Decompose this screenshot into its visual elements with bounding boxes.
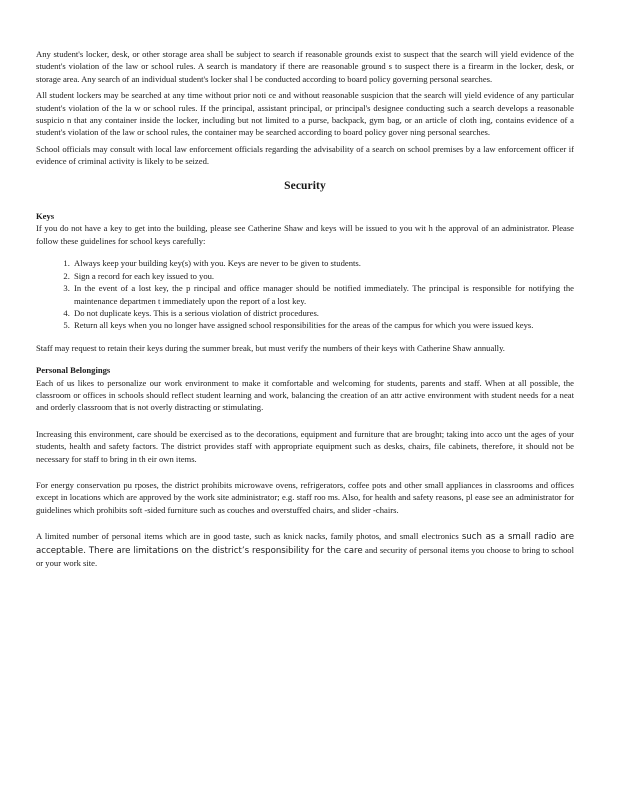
keys-heading: Keys xyxy=(36,211,55,222)
keys-guidelines-list xyxy=(36,257,574,331)
list-item: 1. Always keep your building key(s) with you. Keys are never to be given to students. xyxy=(72,257,574,269)
list-item: 5. Return all keys when you no longer have assigned school responsibilities for the areas of the campus for which you were issued keys. xyxy=(72,319,574,331)
belongings-last-part3: and security of personal items you choose to bring to school or your work site. xyxy=(36,544,574,568)
belongings-last-part1: A limited number of personal items which are in good taste, such as knick nacks, family photos, and small electronics xyxy=(36,531,459,542)
list-item: 3. In the event of a lost key, the p rincipal and office manager should be notified immediately. The principal is responsible for notifying the maintenance departmen t immediately upon the report of a lost key. xyxy=(72,282,574,307)
belongings-paragraph: Each of us likes to personalize our work environment to make it comfortable and welcoming for students, parents and staff. When at all possible, the classroom or offices in schools should reflect student learning and work, balancing the creation of an attr active environment with student needs for a neat and orderly classroom that is not overly distracting or stimulating. xyxy=(36,377,574,413)
belongings-section xyxy=(36,364,574,569)
keys-section xyxy=(36,210,574,354)
intro-paragraph-lockers: Any student's locker, desk, or other storage area shall be subject to search if reasonable grounds exist to suspect that the search will yield evidence of the student's violation of the law or school rules. A search is mandatory if there are reasonable ground s to suspect there is a firearm in the locker, desk, or storage area. Any search of an individual student's locker shal l be conducted according to board policy governing personal searches. xyxy=(36,49,574,84)
belongings-last-part2: such as a small radio are acceptable. There are limitations on the district’s responsibility for the care xyxy=(36,532,574,556)
intro-paragraph-locker-search: All student lockers may be searched at any time without prior noti ce and without reasonable suspicion that the search will yield evidence of any particular student's violation of the la w or school rules. If the principal, assistant principal, or principal's designee conducting such a search develops a reasonable suspicio n that any container inside the locker, including but not limited to a purse, backpack, gym bag, or an article of cloth ing, contains evidence of a student's violation of the law or school rules, the container may be searched according to board policy gover ning personal searches. xyxy=(36,90,574,138)
belongings-paragraph: For energy conservation pu rposes, the district prohibits microwave ovens, refrigerators, coffee pots and other small appliances in classrooms and offices except in locations which are approved by the work site administrator; e.g. staff roo ms. Also, for health and safety reasons, pl ease see an administrator for guidelines which prohibits soft -sided furniture such as couches and overstuffed chairs, and slider -chairs. xyxy=(36,479,574,515)
keys-staff-note: Staff may request to retain their keys during the summer break, but must verify the numbers of their keys with Catherine Shaw annually. xyxy=(36,342,505,353)
belongings-paragraph: Increasing this environment, care should be exercised as to the decorations, equipment and furniture that are brought; taking into acco unt the ages of your students, health and safety factors. The district provides staff with appropriate equipment such as desks, chairs, file cabinets, therefore, it should not be necessary for staff to bring in th eir own items. xyxy=(36,428,574,464)
page-title: Security xyxy=(284,179,326,192)
intro-paragraph-law-enforcement: School officials may consult with local law enforcement officials regarding the advisability of a search on school premises by a law enforcement officer if evidence of criminal activity is likely to be seized. xyxy=(36,143,574,167)
belongings-last-paragraph xyxy=(36,530,574,569)
belongings-heading: Personal Belongings xyxy=(36,365,111,376)
keys-intro-text: If you do not have a key to get into the building, please see Catherine Shaw and keys will be issued to you wit h the approval of an administrator. Please follow these guidelines for school keys carefully: xyxy=(36,223,574,246)
list-item: 4. Do not duplicate keys. This is a serious violation of district procedures. xyxy=(72,307,574,319)
list-item: 2. Sign a record for each key issued to you. xyxy=(72,270,574,282)
